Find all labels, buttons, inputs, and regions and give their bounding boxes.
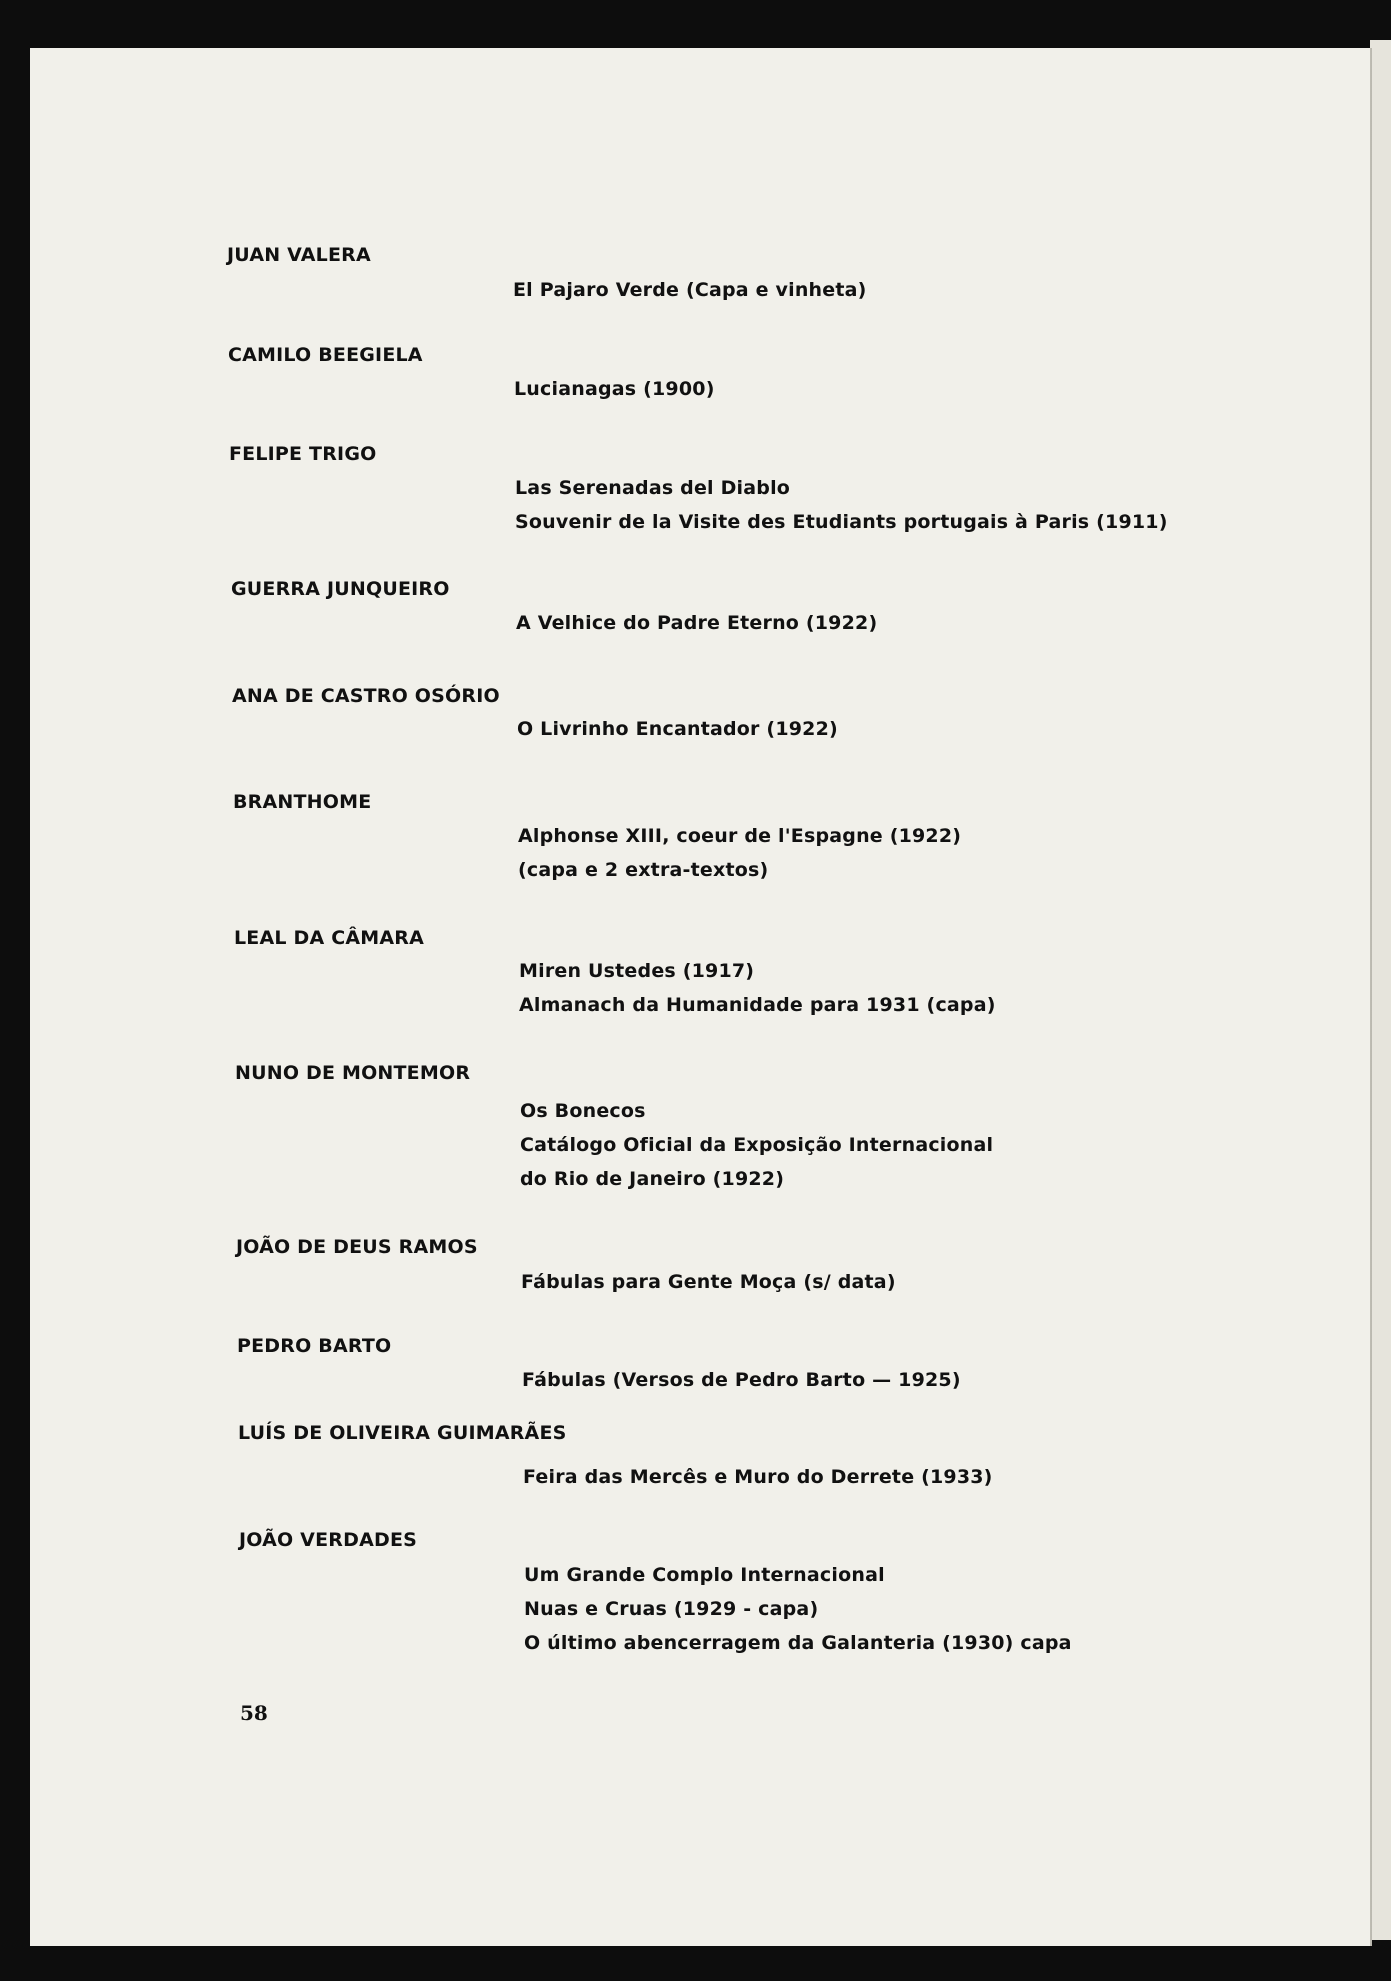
author-name: ANA DE CASTRO OSÓRIO [232,685,500,707]
work-title: Alphonse XIII, coeur de l'Espagne (1922) [518,825,962,847]
author-name: LUÍS DE OLIVEIRA GUIMARÃES [238,1422,567,1444]
author-name: PEDRO BARTO [237,1335,392,1357]
author-name: NUNO DE MONTEMOR [235,1062,471,1084]
book-page [30,48,1370,1946]
works-list [524,1558,1072,1660]
works-list [523,1460,993,1494]
work-title: Os Bonecos [520,1100,646,1122]
work-title: Souvenir de la Visite des Etudiants portugais à Paris (1911) [515,511,1168,533]
works-list [513,273,867,307]
author-name: JOÃO DE DEUS RAMOS [236,1236,478,1258]
works-list [516,606,877,640]
work-title: El Pajaro Verde (Capa e vinheta) [513,279,867,301]
work-title: (capa e 2 extra-textos) [518,859,769,881]
work-title: O último abencerragem da Galanteria (1930) capa [524,1632,1072,1654]
page-number: 58 [240,1701,268,1725]
author-name: GUERRA JUNQUEIRO [231,578,450,600]
work-title: Feira das Mercês e Muro do Derrete (1933) [523,1466,993,1488]
works-list [515,471,1168,539]
works-list [517,712,838,746]
works-list [521,1265,896,1299]
work-title: Fábulas (Versos de Pedro Barto — 1925) [522,1369,961,1391]
author-name: FELIPE TRIGO [229,443,377,465]
work-title: A Velhice do Padre Eterno (1922) [516,612,878,634]
work-title: Miren Ustedes (1917) [519,960,755,982]
work-title: Las Serenadas del Diablo [515,477,791,499]
works-list [518,819,961,887]
work-title: do Rio de Janeiro (1922) [520,1168,785,1190]
works-list [519,954,996,1022]
works-list [522,1363,961,1397]
work-title: Catálogo Oficial da Exposição Internacional [520,1134,994,1156]
page-edge [1370,40,1391,1940]
author-name: BRANTHOME [233,791,372,813]
author-name: LEAL DA CÂMARA [234,927,424,949]
work-title: O Livrinho Encantador (1922) [517,718,838,740]
works-list [514,372,715,406]
work-title: Lucianagas (1900) [514,378,715,400]
works-list [520,1094,993,1196]
work-title: Fábulas para Gente Moça (s/ data) [521,1271,896,1293]
author-name: JOÃO VERDADES [239,1529,418,1551]
author-name: CAMILO BEEGIELA [228,344,423,366]
work-title: Um Grande Complo Internacional [524,1564,885,1586]
work-title: Almanach da Humanidade para 1931 (capa) [519,994,996,1016]
work-title: Nuas e Cruas (1929 - capa) [524,1598,819,1620]
author-name: JUAN VALERA [227,244,371,266]
